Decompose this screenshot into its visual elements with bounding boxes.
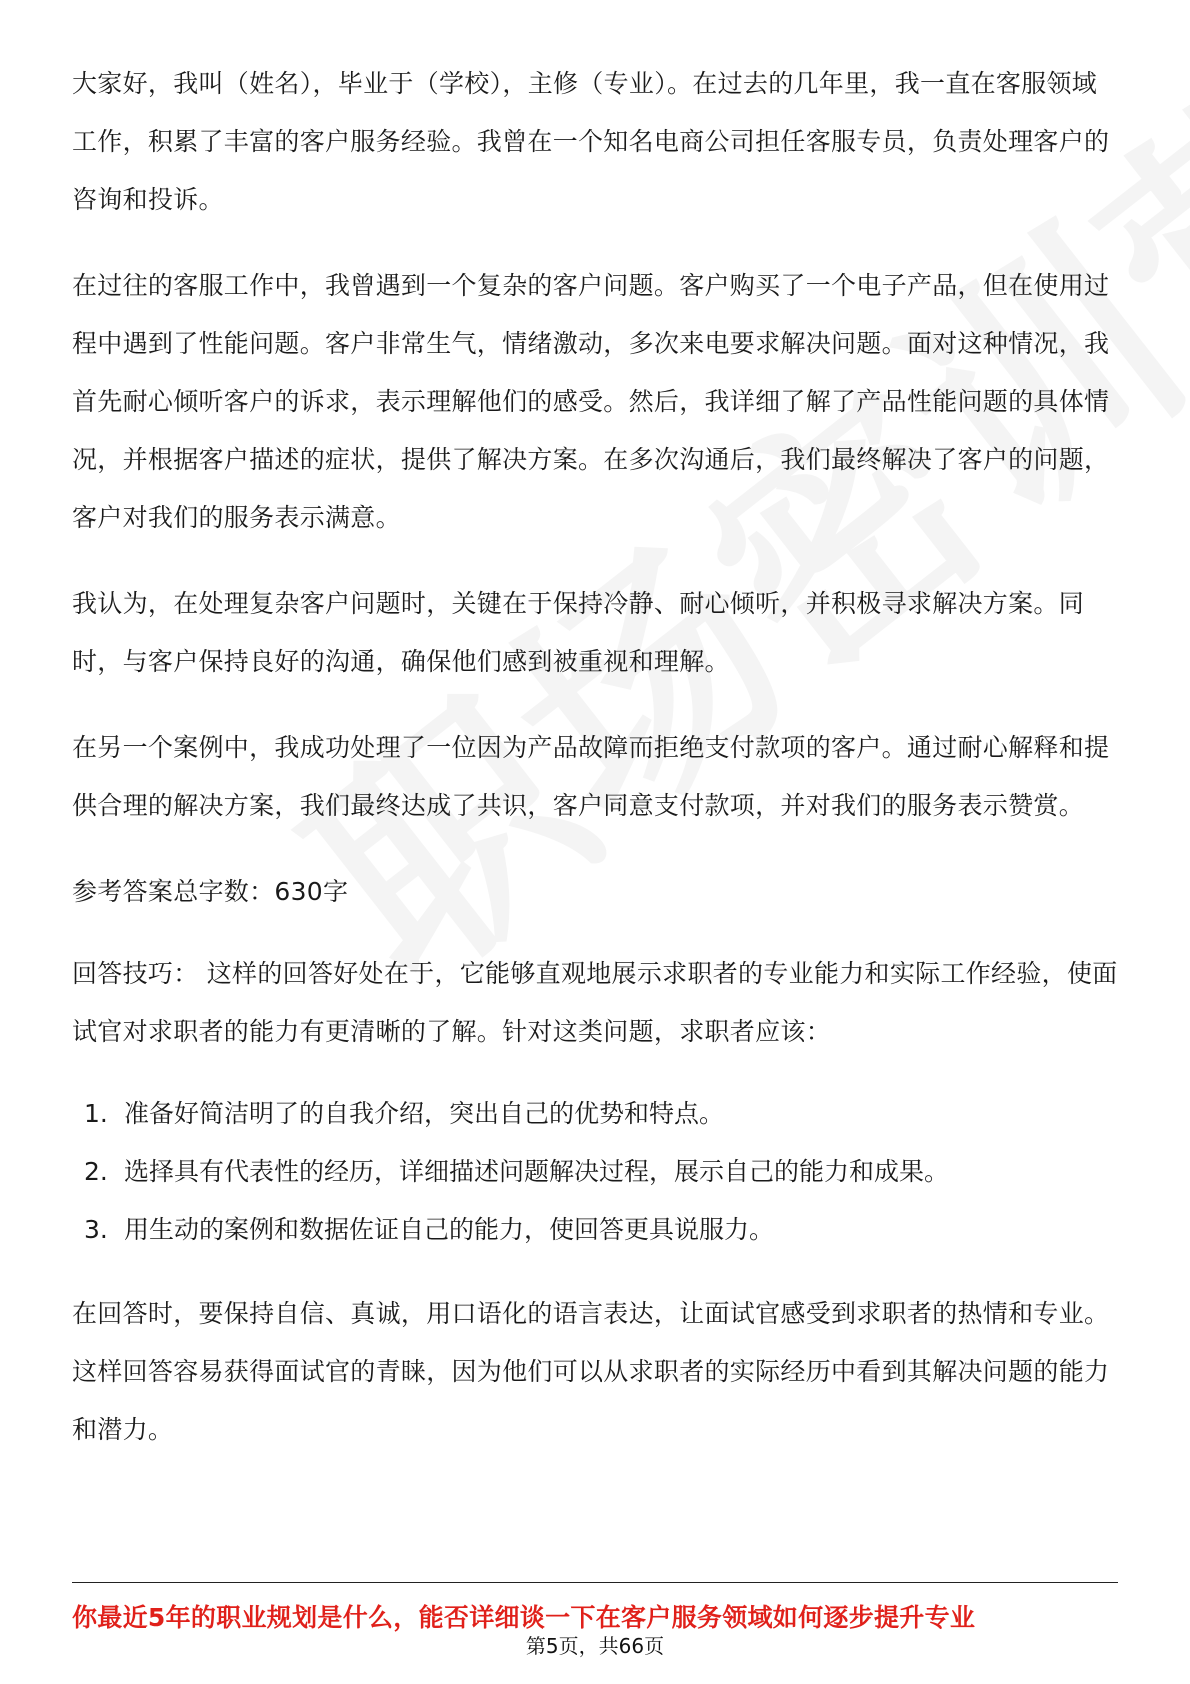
next-question-heading: 你最近5年的职业规划是什么，能否详细谈一下在客户服务领域如何逐步提升专业 [72, 1603, 976, 1632]
tips-intro: 回答技巧： 这样的回答好处在于，它能够直观地展示求职者的专业能力和实际工作经验，使面试官对求职者的能力有更清晰的了解。针对这类问题，求职者应该： [72, 959, 1118, 1046]
tips-list [72, 1085, 1118, 1259]
list-item [72, 1143, 1118, 1201]
list-item [72, 1085, 1118, 1143]
list-text: 用生动的案例和数据佐证自己的能力，使回答更具说服力。 [124, 1215, 775, 1244]
list-number: 2. [84, 1157, 108, 1186]
list-text: 准备好简洁明了的自我介绍，突出自己的优势和特点。 [124, 1099, 725, 1128]
document-body [72, 55, 1118, 1487]
list-item [72, 1201, 1118, 1259]
opinion-paragraph: 我认为，在处理复杂客户问题时，关键在于保持冷静、耐心倾听，并积极寻求解决方案。同时，与客户保持良好的沟通，确保他们感到被重视和理解。 [72, 589, 1085, 676]
closing-paragraph: 在回答时，要保持自信、真诚，用口语化的语言表达，让面试官感受到求职者的热情和专业。这样回答容易获得面试官的青睐，因为他们可以从求职者的实际经历中看到其解决问题的能力和潜力。 [72, 1299, 1110, 1444]
list-number: 3. [84, 1215, 108, 1244]
list-number: 1. [84, 1099, 108, 1128]
case2-paragraph: 在另一个案例中，我成功处理了一位因为产品故障而拒绝支付款项的客户。通过耐心解释和提供合理的解决方案，我们最终达成了共识，客户同意支付款项，并对我们的服务表示赞赏。 [72, 733, 1110, 820]
page-footer: 第5页，共66页 [525, 1634, 665, 1658]
word-count: 参考答案总字数：630字 [72, 877, 349, 906]
case1-paragraph: 在过往的客服工作中，我曾遇到一个复杂的客户问题。客户购买了一个电子产品，但在使用过程中遇到了性能问题。客户非常生气，情绪激动，多次来电要求解决问题。面对这种情况，我首先耐心倾听客户的诉求，表示理解他们的感受。然后，我详细了解了产品性能问题的具体情况，并根据客户描述的症状，提供了解决方案。在多次沟通后，我们最终解决了客户的问题，客户对我们的服务表示满意。 [72, 271, 1110, 532]
list-text: 选择具有代表性的经历，详细描述问题解决过程，展示自己的能力和成果。 [124, 1157, 950, 1186]
divider [72, 1582, 1118, 1583]
intro-paragraph: 大家好，我叫（姓名），毕业于（学校），主修（专业）。在过去的几年里，我一直在客服领域工作，积累了丰富的客户服务经验。我曾在一个知名电商公司担任客服专员，负责处理客户的咨询和投诉。 [72, 69, 1110, 214]
